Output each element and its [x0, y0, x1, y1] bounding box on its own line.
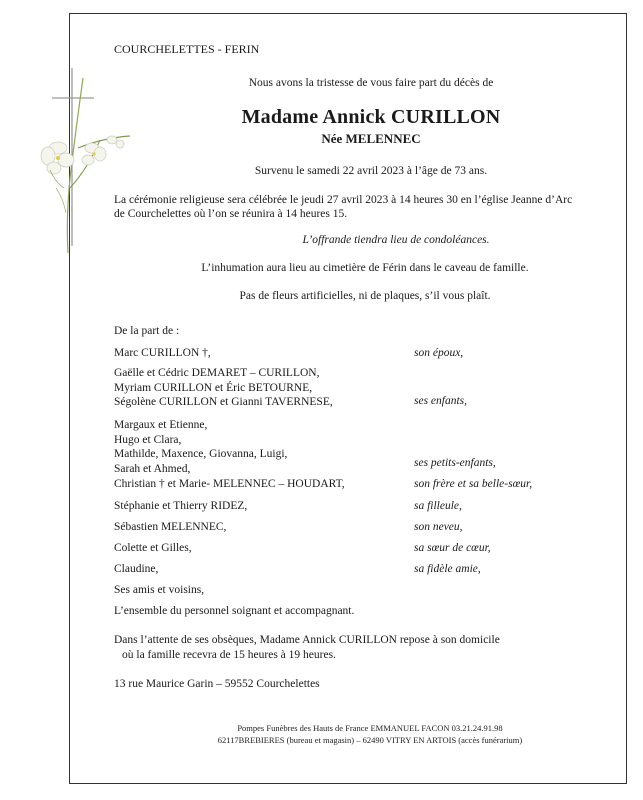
family-intro: De la part de :	[114, 325, 180, 337]
ceremony-line-1: La cérémonie religieuse sera célébrée le jeudi 27 avril 2023 à 14 heures 30 en l’église Jeanne d’Arc	[114, 194, 573, 206]
family-entry	[114, 500, 247, 512]
family-entry	[114, 418, 287, 476]
family-relation: son époux,	[414, 347, 464, 359]
family-names: Sébastien MELENNEC,	[114, 521, 227, 533]
location-heading: COURCHELETTES - FERIN	[114, 42, 260, 56]
family-entry	[114, 366, 333, 410]
family-relation: ses petits-enfants,	[414, 457, 496, 469]
intro-text: Nous avons la tristesse de vous faire part du décès de	[248, 77, 494, 89]
family-names: Claudine,	[114, 563, 159, 575]
family-entry	[114, 542, 192, 554]
funeral-home-line-2: 62117BREBIERES (bureau et magasin) – 62490 VITRY EN ARTOIS (accès funérarium)	[217, 735, 523, 745]
rest-line-1: Dans l’attente de ses obsèques, Madame Annick CURILLON repose à son domicile	[114, 634, 500, 646]
family-relation: ses enfants,	[414, 395, 468, 407]
family-names: Ségolène CURILLON et Gianni TAVERNESE,	[114, 396, 333, 408]
family-relation: sa fidèle amie,	[414, 563, 481, 575]
burial-note: L’inhumation aura lieu au cimetière de Férin dans le caveau de famille.	[201, 262, 529, 274]
family-names: Margaux et Etienne,	[114, 419, 208, 431]
family-entry	[114, 347, 211, 359]
ceremony-line-2: de Courchelettes où l’on se réunira à 14 heures 15.	[114, 208, 348, 220]
maiden-name: Née MELENNEC	[321, 131, 421, 146]
offering-note: L’offrande tiendra lieu de condoléances.	[302, 234, 490, 246]
no-flowers-note: Pas de fleurs artificielles, ni de plaques, s’il vous plaît.	[239, 290, 491, 302]
family-relation: son frère et sa belle-sœur,	[414, 478, 533, 490]
family-names: Christian † et Marie- MELENNEC – HOUDART,	[114, 478, 345, 490]
family-entry	[114, 478, 345, 490]
death-date: Survenu le samedi 22 avril 2023 à l’âge de 73 ans.	[254, 165, 488, 177]
family-relation: son neveu,	[414, 521, 463, 533]
friends-line: Ses amis et voisins,	[114, 584, 205, 596]
deceased-name: Madame Annick CURILLON	[241, 106, 501, 128]
family-names: Stéphanie et Thierry RIDEZ,	[114, 500, 248, 512]
funeral-home-line-1: Pompes Funèbres des Hauts de France EMMANUEL FACON 03.21.24.91.98	[237, 723, 503, 733]
family-names: Hugo et Clara,	[114, 433, 182, 446]
family-names: Myriam CURILLON et Éric BETOURNE,	[114, 381, 313, 394]
family-names: Sarah et Ahmed,	[114, 462, 191, 475]
home-address: 13 rue Maurice Garin – 59552 Courchelettes	[114, 678, 320, 690]
staff-line: L’ensemble du personnel soignant et accompagnant.	[114, 605, 355, 617]
family-names: Gaëlle et Cédric DEMARET – CURILLON,	[114, 367, 320, 379]
family-names: Marc CURILLON †,	[114, 347, 211, 359]
family-relation: sa sœur de cœur,	[414, 542, 491, 554]
family-entry	[114, 563, 158, 575]
family-names: Mathilde, Maxence, Giovanna, Luigi,	[114, 448, 288, 460]
rest-line-2: où la famille recevra de 15 heures à 19 heures.	[122, 649, 336, 661]
cross-orchid-illustration	[8, 68, 138, 263]
family-relation: sa filleule,	[414, 500, 462, 512]
family-entry	[114, 521, 226, 533]
family-names: Colette et Gilles,	[114, 542, 192, 554]
